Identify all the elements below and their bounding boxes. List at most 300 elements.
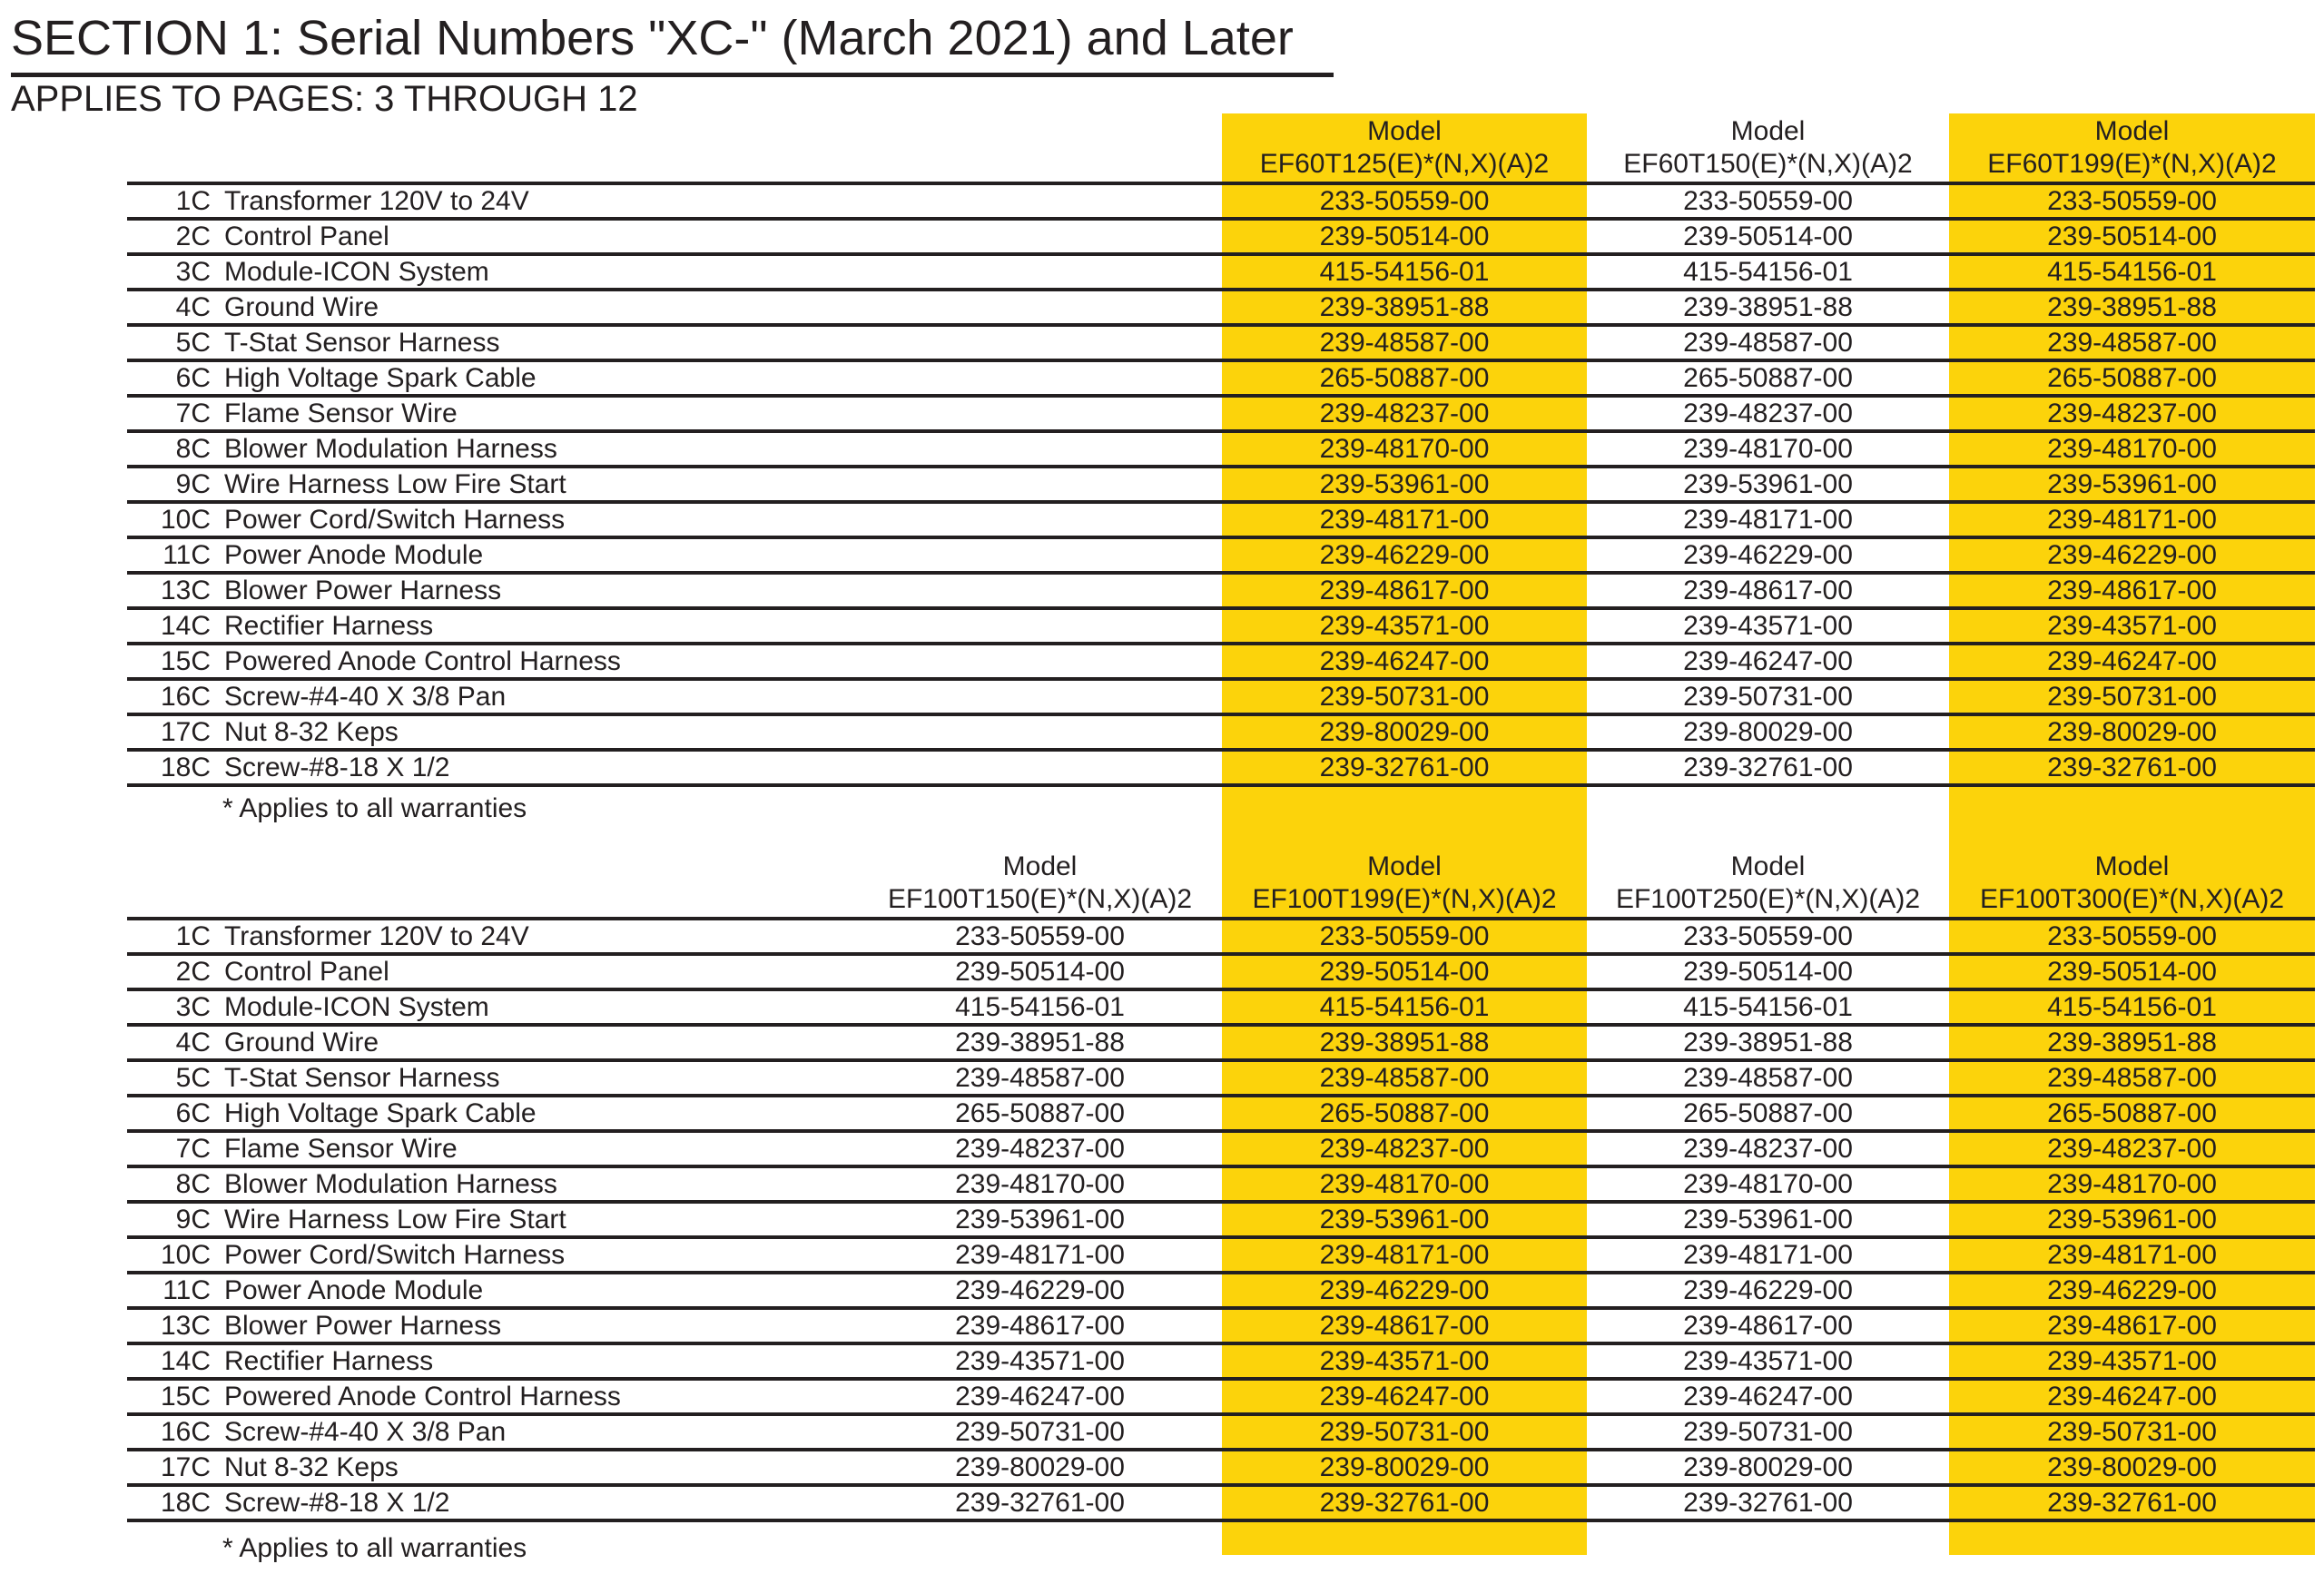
item-number: 5C (175, 1063, 211, 1093)
part-number-cell: 239-50731-00 (1683, 1417, 1853, 1447)
empty-cell (858, 575, 1222, 606)
item-number: 8C (175, 434, 211, 464)
parts-table-ef60-series (127, 115, 2315, 787)
part-number-cell: 239-48170-00 (955, 1169, 1125, 1199)
part-number-cell: 415-54156-01 (2047, 257, 2217, 287)
part-label-cell (127, 291, 858, 323)
table-row (127, 716, 2315, 752)
part-number-cell: 239-48237-00 (955, 1134, 1125, 1164)
item-number: 18C (160, 753, 211, 782)
model-name: EF100T300(E)*(N,X)(A)2 (1979, 884, 2285, 914)
part-number-cell: 233-50559-00 (1683, 186, 1853, 216)
part-number-cell: 239-48171-00 (1319, 505, 1490, 535)
part-name: Module-ICON System (224, 992, 489, 1022)
part-number-cell: 265-50887-00 (1683, 363, 1853, 393)
part-number-cell: 239-38951-88 (2047, 292, 2217, 322)
part-number-cell: 239-46229-00 (955, 1275, 1125, 1305)
part-number-cell: 239-46247-00 (2047, 1382, 2217, 1412)
part-number-cell: 415-54156-01 (1319, 257, 1490, 287)
part-name: High Voltage Spark Cable (224, 363, 537, 393)
part-number-cell: 239-46247-00 (955, 1382, 1125, 1412)
part-number-cell: 239-53961-00 (2047, 1205, 2217, 1235)
item-number: 5C (175, 328, 211, 358)
part-number-cell: 239-48617-00 (955, 1311, 1125, 1341)
empty-cell (858, 362, 1222, 394)
part-label-cell (127, 1168, 858, 1200)
model-name: EF100T150(E)*(N,X)(A)2 (887, 884, 1193, 914)
item-number: 2C (175, 957, 211, 987)
part-number-cell: 239-50514-00 (2047, 957, 2217, 987)
model-name: EF100T250(E)*(N,X)(A)2 (1615, 884, 1921, 914)
table-row (127, 468, 2315, 504)
model-label: Model (1730, 851, 1806, 881)
part-name: Wire Harness Low Fire Start (224, 469, 566, 499)
item-number: 14C (160, 611, 211, 641)
part-number-cell: 239-46229-00 (1683, 1275, 1853, 1305)
model-column-header (1587, 851, 1949, 917)
part-number-cell: 239-32761-00 (2047, 753, 2217, 782)
part-number-cell: 233-50559-00 (2047, 186, 2217, 216)
warranty-footnote: * Applies to all warranties (222, 1533, 527, 1563)
part-label-cell (127, 468, 858, 500)
part-label-cell (127, 575, 858, 606)
part-number-cell: 239-53961-00 (2047, 469, 2217, 499)
part-number-cell: 239-50731-00 (2047, 1417, 2217, 1447)
table-row (127, 398, 2315, 433)
item-number: 16C (160, 682, 211, 712)
part-number-cell: 233-50559-00 (2047, 921, 2217, 951)
part-name: T-Stat Sensor Harness (224, 328, 500, 358)
table-row (127, 1310, 2315, 1345)
part-name: Rectifier Harness (224, 611, 434, 641)
part-name: Module-ICON System (224, 257, 489, 287)
part-name: Flame Sensor Wire (224, 1134, 458, 1164)
part-number-cell: 239-46247-00 (1683, 1382, 1853, 1412)
part-label-cell (127, 956, 858, 988)
part-name: Blower Modulation Harness (224, 434, 557, 464)
part-label-cell (127, 327, 858, 359)
empty-cell (858, 291, 1222, 323)
part-number-cell: 265-50887-00 (955, 1098, 1125, 1128)
part-label-cell (127, 1097, 858, 1129)
part-number-cell: 239-48587-00 (1683, 1063, 1853, 1093)
item-number: 14C (160, 1346, 211, 1376)
part-number-cell: 239-48170-00 (1319, 434, 1490, 464)
part-number-cell: 239-48170-00 (2047, 434, 2217, 464)
part-number-cell: 239-38951-88 (955, 1028, 1125, 1058)
part-number-cell: 265-50887-00 (2047, 1098, 2217, 1128)
model-name: EF100T199(E)*(N,X)(A)2 (1252, 884, 1557, 914)
item-number: 16C (160, 1417, 211, 1447)
part-number-cell: 239-53961-00 (1319, 1205, 1490, 1235)
part-label-cell (127, 185, 858, 217)
part-number-cell: 239-53961-00 (1683, 1205, 1853, 1235)
table-row (127, 327, 2315, 362)
part-name: Powered Anode Control Harness (224, 646, 621, 676)
model-label: Model (2094, 116, 2170, 146)
item-number: 15C (160, 1382, 211, 1412)
part-name: Blower Power Harness (224, 575, 502, 605)
item-number: 4C (175, 292, 211, 322)
part-number-cell: 239-48237-00 (1319, 398, 1490, 428)
part-label-cell (127, 681, 858, 713)
model-name: EF60T150(E)*(N,X)(A)2 (1623, 149, 1913, 179)
part-number-cell: 239-43571-00 (1683, 1346, 1853, 1376)
empty-cell (858, 504, 1222, 536)
part-number-cell: 239-38951-88 (1683, 1028, 1853, 1058)
part-number-cell: 239-48617-00 (2047, 575, 2217, 605)
part-number-cell: 239-48237-00 (1683, 1134, 1853, 1164)
empty-cell (858, 327, 1222, 359)
model-column-header (858, 851, 1222, 917)
part-number-cell: 239-46229-00 (1319, 540, 1490, 570)
part-number-cell: 239-46229-00 (1683, 540, 1853, 570)
part-number-cell: 239-32761-00 (1319, 1488, 1490, 1518)
part-number-cell: 239-48617-00 (1683, 575, 1853, 605)
table-row (127, 1204, 2315, 1239)
empty-header-cell (858, 181, 1222, 182)
part-label-cell (127, 433, 858, 465)
part-label-cell (127, 221, 858, 252)
warranty-footnote: * Applies to all warranties (222, 793, 527, 823)
item-number: 1C (175, 921, 211, 951)
table-row (127, 504, 2315, 539)
model-name: EF60T125(E)*(N,X)(A)2 (1259, 149, 1550, 179)
model-column-header (1222, 851, 1587, 917)
item-number: 9C (175, 1205, 211, 1235)
section-title-text: SECTION 1: Serial Numbers "XC-" (March 2021) and Later (11, 11, 1334, 77)
table-row (127, 1381, 2315, 1416)
table-row (127, 1416, 2315, 1451)
part-label-cell (127, 1310, 858, 1342)
part-label-cell (127, 256, 858, 288)
model-column-header (1949, 851, 2315, 917)
part-number-cell: 265-50887-00 (2047, 363, 2217, 393)
part-number-cell: 265-50887-00 (1319, 1098, 1490, 1128)
part-number-cell: 239-46229-00 (2047, 540, 2217, 570)
part-number-cell: 239-48170-00 (1683, 434, 1853, 464)
table-row (127, 681, 2315, 716)
table-row (127, 920, 2315, 956)
model-column-header (1949, 115, 2315, 182)
part-number-cell: 265-50887-00 (1319, 363, 1490, 393)
part-number-cell: 239-32761-00 (1319, 753, 1490, 782)
part-number-cell: 239-43571-00 (2047, 1346, 2217, 1376)
empty-cell (858, 468, 1222, 500)
part-number-cell: 239-48587-00 (2047, 328, 2217, 358)
item-number: 6C (175, 1098, 211, 1128)
item-number: 11C (162, 1275, 211, 1305)
part-number-cell: 239-48617-00 (1319, 575, 1490, 605)
part-number-cell: 239-48587-00 (1683, 328, 1853, 358)
part-number-cell: 239-80029-00 (2047, 717, 2217, 747)
table-header-row (127, 851, 2315, 920)
part-label-cell (127, 1027, 858, 1058)
part-number-cell: 239-46247-00 (1319, 646, 1490, 676)
part-number-cell: 239-48171-00 (1683, 505, 1853, 535)
table-row (127, 1168, 2315, 1204)
empty-cell (858, 681, 1222, 713)
part-name: Screw-#8-18 X 1/2 (224, 753, 450, 782)
part-number-cell: 239-80029-00 (1683, 1452, 1853, 1482)
part-number-cell: 239-38951-88 (1319, 292, 1490, 322)
item-number: 17C (160, 1452, 211, 1482)
part-name: Power Anode Module (224, 1275, 484, 1305)
part-number-cell: 239-43571-00 (955, 1346, 1125, 1376)
table-row (127, 1274, 2315, 1310)
part-name: Control Panel (224, 221, 389, 251)
part-number-cell: 239-50514-00 (1683, 957, 1853, 987)
part-name: Power Cord/Switch Harness (224, 505, 566, 535)
table-row (127, 256, 2315, 291)
part-label-cell (127, 1381, 858, 1412)
part-number-cell: 239-50731-00 (1683, 682, 1853, 712)
part-number-cell: 239-48237-00 (1683, 398, 1853, 428)
part-label-cell (127, 1204, 858, 1235)
empty-cell (858, 539, 1222, 571)
empty-cell (858, 398, 1222, 429)
part-number-cell: 239-48237-00 (2047, 1134, 2217, 1164)
table-row (127, 362, 2315, 398)
item-number: 10C (160, 1240, 211, 1270)
part-number-cell: 239-50514-00 (955, 957, 1125, 987)
section-title (11, 11, 1334, 77)
part-number-cell: 239-32761-00 (955, 1488, 1125, 1518)
part-label-cell (127, 362, 858, 394)
applies-to-pages-subtitle: APPLIES TO PAGES: 3 THROUGH 12 (11, 79, 638, 119)
part-number-cell: 239-46229-00 (1319, 1275, 1490, 1305)
part-number-cell: 239-53961-00 (955, 1205, 1125, 1235)
item-number: 17C (160, 717, 211, 747)
part-label-cell (127, 504, 858, 536)
part-number-cell: 239-48170-00 (1683, 1169, 1853, 1199)
part-label-cell (127, 991, 858, 1023)
part-number-cell: 239-50731-00 (1319, 1417, 1490, 1447)
part-number-cell: 239-50731-00 (955, 1417, 1125, 1447)
part-name: Nut 8-32 Keps (224, 717, 399, 747)
part-number-cell: 415-54156-01 (2047, 992, 2217, 1022)
part-number-cell: 233-50559-00 (1319, 921, 1490, 951)
item-number: 1C (175, 186, 211, 216)
part-number-cell: 265-50887-00 (1683, 1098, 1853, 1128)
part-label-cell (127, 716, 858, 748)
part-number-cell: 239-48587-00 (1319, 328, 1490, 358)
part-number-cell: 415-54156-01 (1319, 992, 1490, 1022)
part-number-cell: 239-50514-00 (1319, 221, 1490, 251)
part-number-cell: 239-48170-00 (2047, 1169, 2217, 1199)
part-name: Ground Wire (224, 1028, 379, 1058)
part-number-cell: 239-80029-00 (2047, 1452, 2217, 1482)
part-name: Screw-#4-40 X 3/8 Pan (224, 1417, 507, 1447)
part-label-cell (127, 1239, 858, 1271)
model-label: Model (1730, 116, 1806, 146)
part-number-cell: 239-43571-00 (1319, 611, 1490, 641)
part-number-cell: 239-43571-00 (1319, 1346, 1490, 1376)
empty-cell (858, 752, 1222, 783)
item-number: 9C (175, 469, 211, 499)
part-number-cell: 415-54156-01 (1683, 257, 1853, 287)
part-number-cell: 239-48587-00 (1319, 1063, 1490, 1093)
model-label: Model (1002, 851, 1078, 881)
item-number: 7C (175, 398, 211, 428)
part-name: Screw-#4-40 X 3/8 Pan (224, 682, 507, 712)
part-number-cell: 239-38951-88 (1683, 292, 1853, 322)
part-number-cell: 239-38951-88 (1319, 1028, 1490, 1058)
part-number-cell: 239-32761-00 (1683, 1488, 1853, 1518)
item-number: 3C (175, 257, 211, 287)
part-number-cell: 239-46247-00 (2047, 646, 2217, 676)
part-name: Blower Modulation Harness (224, 1169, 557, 1199)
part-number-cell: 239-43571-00 (1683, 611, 1853, 641)
empty-cell (858, 256, 1222, 288)
table-row (127, 185, 2315, 221)
part-label-cell (127, 1487, 858, 1519)
table-header-row (127, 115, 2315, 185)
part-number-cell: 239-48587-00 (955, 1063, 1125, 1093)
model-label: Model (1367, 116, 1442, 146)
part-name: Nut 8-32 Keps (224, 1452, 399, 1482)
model-name: EF60T199(E)*(N,X)(A)2 (1987, 149, 2277, 179)
empty-cell (858, 645, 1222, 677)
part-label-cell (127, 920, 858, 952)
part-number-cell: 239-50514-00 (1319, 957, 1490, 987)
part-number-cell: 239-46229-00 (2047, 1275, 2217, 1305)
part-label-cell (127, 1274, 858, 1306)
item-number: 8C (175, 1169, 211, 1199)
empty-cell (858, 716, 1222, 748)
part-number-cell: 239-48617-00 (2047, 1311, 2217, 1341)
table-row (127, 1062, 2315, 1097)
part-number-cell: 239-48587-00 (2047, 1063, 2217, 1093)
part-name: Wire Harness Low Fire Start (224, 1205, 566, 1235)
item-number: 13C (160, 575, 211, 605)
table-row (127, 433, 2315, 468)
part-label-cell (127, 398, 858, 429)
part-number-cell: 239-50514-00 (2047, 221, 2217, 251)
part-number-cell: 239-48171-00 (2047, 505, 2217, 535)
part-name: High Voltage Spark Cable (224, 1098, 537, 1128)
part-number-cell: 415-54156-01 (955, 992, 1125, 1022)
part-number-cell: 239-53961-00 (1683, 469, 1853, 499)
part-number-cell: 239-48171-00 (955, 1240, 1125, 1270)
table-row (127, 1133, 2315, 1168)
part-number-cell: 239-46247-00 (1683, 646, 1853, 676)
part-number-cell: 239-32761-00 (2047, 1488, 2217, 1518)
part-number-cell: 239-48171-00 (2047, 1240, 2217, 1270)
table-row (127, 291, 2315, 327)
part-label-cell (127, 1416, 858, 1448)
part-name: T-Stat Sensor Harness (224, 1063, 500, 1093)
part-number-cell: 239-53961-00 (1319, 469, 1490, 499)
part-name: Flame Sensor Wire (224, 398, 458, 428)
table-row (127, 1239, 2315, 1274)
part-name: Power Anode Module (224, 540, 484, 570)
part-label-cell (127, 1062, 858, 1094)
part-label-cell (127, 610, 858, 642)
part-number-cell: 239-48171-00 (1683, 1240, 1853, 1270)
part-number-cell: 239-48617-00 (1683, 1311, 1853, 1341)
part-number-cell: 239-50731-00 (2047, 682, 2217, 712)
part-number-cell: 239-32761-00 (1683, 753, 1853, 782)
part-label-cell (127, 752, 858, 783)
model-column-header (1587, 115, 1949, 182)
part-label-cell (127, 645, 858, 677)
part-number-cell: 239-80029-00 (1319, 1452, 1490, 1482)
model-label: Model (1367, 851, 1442, 881)
part-label-cell (127, 1133, 858, 1165)
part-number-cell: 239-48170-00 (1319, 1169, 1490, 1199)
part-number-cell: 239-46247-00 (1319, 1382, 1490, 1412)
table-row (127, 991, 2315, 1027)
part-name: Ground Wire (224, 292, 379, 322)
empty-cell (858, 185, 1222, 217)
table-row (127, 752, 2315, 787)
empty-cell (858, 221, 1222, 252)
table-row (127, 1097, 2315, 1133)
part-name: Transformer 120V to 24V (224, 186, 529, 216)
part-name: Power Cord/Switch Harness (224, 1240, 566, 1270)
table-row (127, 575, 2315, 610)
part-name: Screw-#8-18 X 1/2 (224, 1488, 450, 1518)
table-row (127, 1451, 2315, 1487)
item-number: 4C (175, 1028, 211, 1058)
table-row (127, 1027, 2315, 1062)
item-number: 3C (175, 992, 211, 1022)
part-number-cell: 415-54156-01 (1683, 992, 1853, 1022)
item-number: 2C (175, 221, 211, 251)
table-row (127, 610, 2315, 645)
part-number-cell: 239-50514-00 (1683, 221, 1853, 251)
item-number: 15C (160, 646, 211, 676)
part-label-cell (127, 1345, 858, 1377)
model-label: Model (2094, 851, 2170, 881)
item-number: 6C (175, 363, 211, 393)
part-number-cell: 233-50559-00 (1319, 186, 1490, 216)
part-number-cell: 233-50559-00 (955, 921, 1125, 951)
part-name: Powered Anode Control Harness (224, 1382, 621, 1412)
model-column-header (1222, 115, 1587, 182)
table-row (127, 221, 2315, 256)
part-number-cell: 239-48237-00 (1319, 1134, 1490, 1164)
part-label-cell (127, 1451, 858, 1483)
item-number: 10C (160, 505, 211, 535)
part-label-cell (127, 539, 858, 571)
part-number-cell: 239-80029-00 (955, 1452, 1125, 1482)
part-number-cell: 239-48617-00 (1319, 1311, 1490, 1341)
item-number: 18C (160, 1488, 211, 1518)
part-number-cell: 239-50731-00 (1319, 682, 1490, 712)
part-number-cell: 239-48171-00 (1319, 1240, 1490, 1270)
part-number-cell: 239-48237-00 (2047, 398, 2217, 428)
table-row (127, 645, 2315, 681)
table-row (127, 1487, 2315, 1522)
empty-cell (858, 610, 1222, 642)
part-number-cell: 239-80029-00 (1683, 717, 1853, 747)
part-number-cell: 239-80029-00 (1319, 717, 1490, 747)
part-name: Blower Power Harness (224, 1311, 502, 1341)
part-name: Transformer 120V to 24V (224, 921, 529, 951)
table-row (127, 1345, 2315, 1381)
part-name: Rectifier Harness (224, 1346, 434, 1376)
empty-cell (858, 433, 1222, 465)
item-number: 13C (160, 1311, 211, 1341)
table-row (127, 539, 2315, 575)
parts-table-ef100-series (127, 851, 2315, 1522)
part-number-cell: 239-43571-00 (2047, 611, 2217, 641)
part-number-cell: 239-38951-88 (2047, 1028, 2217, 1058)
part-name: Control Panel (224, 957, 389, 987)
table-row (127, 956, 2315, 991)
